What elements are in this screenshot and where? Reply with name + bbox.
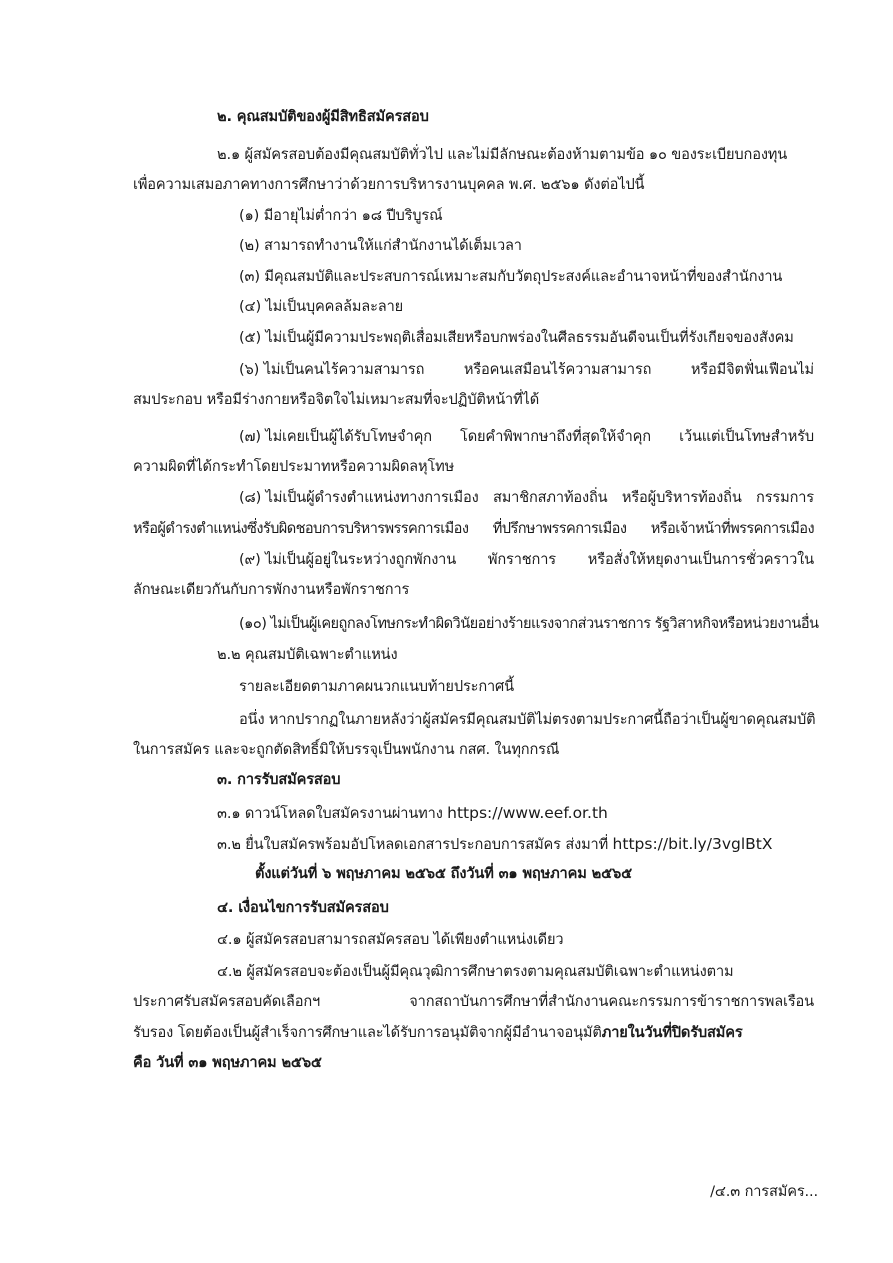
clause-2-1-line-2: เพื่อความเสมอภาคทางการศึกษาว่าด้วยการบริหารงานบุคคล พ.ศ. ๒๕๖๑ ดังต่อไปนี้: [133, 176, 645, 193]
item-4: (๔) ไม่เป็นบุคคลล้มละลาย: [239, 298, 404, 315]
item-8-line-1: [239, 488, 814, 508]
clause-4-2-line-2-part-b: จากสถาบันการศึกษาที่สำนักงานคณะกรรมการข้าราชการพลเรือน: [409, 993, 814, 1010]
section-4-heading: ๔. เงื่อนไขการรับสมัครสอบ: [217, 899, 389, 916]
item-8-part-a: (๘) ไม่เป็นผู้ดำรงตำแหน่งทางการเมือง: [239, 489, 479, 506]
item-3: (๓) มีคุณสมบัติและประสบการณ์เหมาะสมกับวัตถุประสงค์และอำนาจหน้าที่ของสำนักงาน: [239, 268, 783, 285]
item-7-line-1: [239, 427, 814, 447]
clause-4-2-line-2-part-a: ประกาศรับสมัครสอบคัดเลือกฯ: [133, 993, 321, 1010]
item-8-part-c: หรือผู้บริหารท้องถิ่น: [621, 489, 742, 506]
item-6-line-1: [239, 360, 814, 380]
clause-4-2-line-3: [133, 1023, 814, 1043]
item-8-line-2-part-a: หรือผู้ดำรงตำแหน่งซึ่งรับผิดชอบการบริหารพรรคการเมือง: [133, 520, 469, 537]
item-5: (๕) ไม่เป็นผู้มีความประพฤติเสื่อมเสียหรือบกพร่องในศีลธรรมอันดีจนเป็นที่รังเกียจของสังคม: [239, 329, 794, 346]
upload-link[interactable]: https://bit.ly/3vglBtX: [612, 835, 773, 853]
item-10: (๑๐) ไม่เป็นผู้เคยถูกลงโทษกระทำผิดวินัยอย่างร้ายแรงจากส่วนราชการ รัฐวิสาหกิจหรือหน่วยงานอื่น: [239, 615, 819, 632]
item-7-part-a: (๗) ไม่เคยเป็นผู้ได้รับโทษจำคุก: [239, 428, 432, 445]
clause-3-2: [217, 834, 772, 855]
item-8-part-b: สมาชิกสภาท้องถิ่น: [492, 489, 608, 506]
note-line-1: [239, 710, 814, 730]
clause-2-1-line-1: ๒.๑ ผู้สมัครสอบต้องมีคุณสมบัติทั่วไป และไม่มีลักษณะต้องห้ามตามข้อ ๑๐ ของระเบียบกองทุน: [217, 146, 788, 163]
eef-website-link[interactable]: https://www.eef.or.th: [447, 804, 608, 822]
item-6-line-2: สมประกอบ หรือมีร่างกายหรือจิตใจไม่เหมาะสมที่จะปฏิบัติหน้าที่ได้: [133, 391, 540, 408]
item-9-part-b: พักราชการ: [487, 551, 556, 568]
note-part-b: ถือว่าเป็นผู้ขาดคุณสมบัติ: [663, 711, 816, 728]
item-7-part-b: โดยคำพิพากษาถึงที่สุดให้จำคุก: [460, 428, 651, 445]
item-9-line-2: ลักษณะเดียวกันกับการพักงานหรือพักราชการ: [133, 581, 410, 598]
clause-4-2-line-4: คือ วันที่ ๓๑ พฤษภาคม ๒๕๖๕: [133, 1054, 322, 1071]
item-7-line-2: ความผิดที่ได้กระทำโดยประมาทหรือความผิดลหุโทษ: [133, 458, 455, 475]
item-8-line-2: [133, 519, 814, 539]
clause-2-2-detail: รายละเอียดตามภาคผนวกแนบท้ายประกาศนี้: [239, 678, 514, 695]
application-period: ตั้งแต่วันที่ ๖ พฤษภาคม ๒๕๖๕ ถึงวันที่ ๓๑ พฤษภาคม ๒๕๖๕: [255, 865, 632, 882]
clause-3-1: [217, 803, 608, 824]
item-6-part-c: หรือมีจิตฟั่นเฟือนไม่: [690, 361, 814, 378]
section-3-heading: ๓. การรับสมัครสอบ: [217, 771, 341, 788]
note-part-a: อนึ่ง หากปรากฏในภายหลังว่าผู้สมัครมีคุณสมบัติไม่ตรงตามประกาศนี้: [239, 711, 664, 728]
clause-4-2-line-1: ๔.๒ ผู้สมัครสอบจะต้องเป็นผู้มีคุณวุฒิการศึกษาตรงตามคุณสมบัติเฉพาะตำแหน่งตาม: [217, 963, 734, 980]
clause-4-2-deadline-bold: ภายในวันที่ปิดรับสมัคร: [601, 1024, 743, 1041]
item-1: (๑) มีอายุไม่ต่ำกว่า ๑๘ ปีบริบูรณ์: [239, 207, 443, 224]
clause-4-2-line-2: [133, 992, 814, 1012]
clause-4-1: ๔.๑ ผู้สมัครสอบสามารถสมัครสอบ ได้เพียงตำแหน่งเดียว: [217, 931, 564, 948]
clause-2-2: ๒.๒ คุณสมบัติเฉพาะตำแหน่ง: [217, 646, 398, 663]
item-2: (๒) สามารถทำงานให้แก่สำนักงานได้เต็มเวลา: [239, 237, 522, 254]
section-2-heading: ๒. คุณสมบัติของผู้มีสิทธิสมัครสอบ: [217, 108, 429, 125]
item-9-line-1: [239, 550, 814, 570]
item-8-line-2-part-c: หรือเจ้าหน้าที่พรรคการเมือง: [650, 520, 814, 537]
clause-3-1-text: ๓.๑ ดาวน์โหลดใบสมัครงานผ่านทาง: [217, 805, 448, 822]
item-9-part-a: (๙) ไม่เป็นผู้อยู่ในระหว่างถูกพักงาน: [239, 551, 457, 568]
clause-4-2-line-3-part-a: รับรอง โดยต้องเป็นผู้สำเร็จการศึกษาและได้รับการอนุมัติจากผู้มีอำนาจอนุมัติ: [133, 1024, 602, 1041]
item-9-part-c: หรือสั่งให้หยุดงานเป็นการชั่วคราวใน: [587, 551, 814, 568]
item-8-part-d: กรรมการ: [756, 489, 814, 506]
item-6-part-a: (๖) ไม่เป็นคนไร้ความสามารถ: [239, 361, 425, 378]
clause-3-2-text: ๓.๒ ยื่นใบสมัครพร้อมอัปโหลดเอกสารประกอบการสมัคร ส่งมาที่: [217, 836, 613, 853]
item-7-part-c: เว้นแต่เป็นโทษสำหรับ: [679, 428, 814, 445]
note-line-2: ในการสมัคร และจะถูกตัดสิทธิ์มิให้บรรจุเป็นพนักงาน กสศ. ในทุกกรณี: [133, 741, 560, 758]
item-6-part-b: หรือคนเสมือนไร้ความสามารถ: [463, 361, 652, 378]
next-page-indicator: /๔.๓ การสมัคร...: [710, 1183, 818, 1200]
item-8-line-2-part-b: ที่ปรึกษาพรรคการเมือง: [492, 520, 627, 537]
